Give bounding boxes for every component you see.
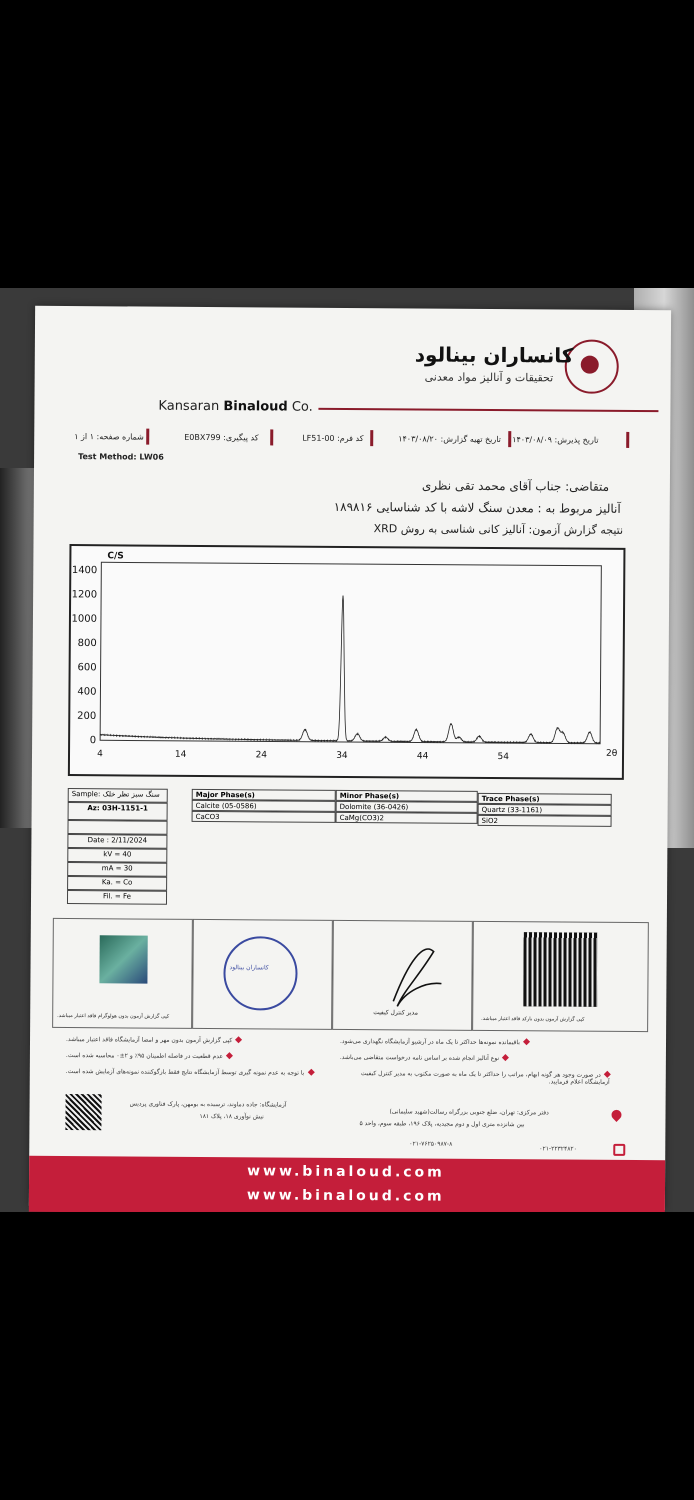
office-phone: ۰۲۱-۲۲۳۲۴۸۲۰ xyxy=(539,1145,577,1153)
brand-subtitle-fa: تحقیقات و آنالیز مواد معدنی xyxy=(424,370,554,385)
fil-cell: Fil. = Fe xyxy=(67,890,167,905)
page-number: شماره صفحه: ۱ از ۱ xyxy=(74,432,144,442)
signature-box xyxy=(332,920,473,1031)
x-axis-label: 2θ xyxy=(606,748,618,759)
test-method: Test Method: LW06 xyxy=(78,452,164,462)
minor-phase-header: Minor Phase(s) xyxy=(336,790,478,802)
brand-en-suffix: Co. xyxy=(287,399,313,415)
trace-phase-row1: Quartz (33-1161) xyxy=(478,804,612,816)
az-cell: Az: 03H-1151-1 xyxy=(68,802,168,821)
x-tick-label: 54 xyxy=(497,752,509,763)
note-text: نوع آنالیز انجام شده بر اساس نامه درخواست متقاضی می‌باشد. xyxy=(339,1053,500,1063)
xrd-chart xyxy=(68,544,626,780)
kv-cell: kV = 40 xyxy=(67,848,167,863)
ma-cell: mA = 30 xyxy=(67,862,167,877)
report-result: نتیجه گزارش آزمون: آنالیز کانی شناسی به روش XRD xyxy=(373,522,624,537)
footer-band xyxy=(29,1156,665,1212)
xrd-peak-point xyxy=(459,737,460,738)
stamp-seal-icon xyxy=(223,936,298,1011)
note-text: باقیمانده نمونه‌ها حداکثر تا یک ماه در آرشیو آزمایشگاه نگهداری می‌شود. xyxy=(339,1037,520,1047)
note-right-1 xyxy=(340,1038,529,1046)
brand-name-fa: کانساران بینالود xyxy=(414,342,574,368)
analysis-related: آنالیز مربوط به : معدن سنگ لاشه با کد شناسایی ۱۸۹۸۱۶ xyxy=(333,499,621,516)
office-address-2: بین شانزده متری اول و دوم مجیدیه، پلاک ۱۹۶، طبقه سوم، واحد ۵ xyxy=(359,1120,525,1129)
xrd-peak-point xyxy=(563,733,564,734)
xrd-peak-point xyxy=(305,730,306,731)
applicant: متقاضی: جناب آقای محمد تقی نظری xyxy=(421,478,610,494)
location-pin-icon xyxy=(609,1108,623,1122)
website-link-2[interactable]: www.binaloud.com xyxy=(246,1187,445,1205)
meta-separator xyxy=(270,429,273,445)
xrd-chart-svg xyxy=(70,546,624,778)
lab-address: آزمایشگاه: جاده دماوند، ترسیده به بومهن، پارک فناوری پردیس xyxy=(129,1100,287,1109)
receipt-date: تاریخ پذیرش: ۱۴۰۳/۰۸/۰۹ xyxy=(512,435,599,445)
report-document xyxy=(29,306,671,1210)
stamp-text: کانساران بینالود xyxy=(229,964,269,972)
qr-code-small-icon xyxy=(65,1094,101,1130)
qr-code-icon xyxy=(523,932,598,1007)
note-bullet-icon xyxy=(523,1038,530,1045)
x-tick-label: 34 xyxy=(336,750,348,761)
note-bullet-icon xyxy=(502,1054,509,1061)
x-tick-label: 4 xyxy=(97,749,103,760)
xrd-pattern-line xyxy=(100,594,601,744)
brand-name-en xyxy=(152,399,318,415)
sample-label-cell xyxy=(68,788,168,803)
website-link[interactable]: www.binaloud.com xyxy=(247,1163,445,1181)
xrd-peak-point xyxy=(479,736,480,737)
note-bullet-icon xyxy=(604,1071,611,1078)
note-bullet-icon xyxy=(307,1069,314,1076)
ka-cell: Ka. = Co xyxy=(67,876,167,891)
report-date: تاریخ تهیه گزارش: ۱۴۰۳/۰۸/۲۰ xyxy=(398,434,501,445)
stamp-box xyxy=(192,919,333,1030)
y-tick-label: 800 xyxy=(77,637,97,650)
brand-en-bold: Binaloud xyxy=(223,399,288,415)
office-address: دفتر مرکزی: تهران، ضلع جنوبی بزرگراه رسالت(شهید سلیمانی) xyxy=(389,1108,549,1117)
y-tick-label: 1000 xyxy=(71,613,98,625)
meta-separator xyxy=(146,429,149,445)
meta-separator xyxy=(508,431,511,447)
note-left-3 xyxy=(66,1068,314,1077)
y-tick-label: 1200 xyxy=(71,589,98,601)
xrd-peak-point xyxy=(357,734,358,735)
x-tick-label: 14 xyxy=(174,749,187,760)
x-tick-label: 44 xyxy=(416,751,429,762)
phone-icon xyxy=(613,1144,625,1156)
xrd-peak-point xyxy=(557,728,558,729)
sample-label: Sample: xyxy=(71,790,101,799)
note-bullet-icon xyxy=(235,1036,242,1043)
hologram-icon xyxy=(99,935,147,983)
major-phase-header: Major Phase(s) xyxy=(192,789,336,801)
y-tick-label: 1400 xyxy=(71,565,98,577)
xrd-peak-point xyxy=(385,737,386,738)
note-left-2 xyxy=(66,1052,232,1060)
xrd-peak-point xyxy=(416,730,417,731)
y-tick-label: 0 xyxy=(89,735,97,747)
qc-manager-label: مدیر کنترل کیفیت xyxy=(373,1009,418,1017)
note-right-3 xyxy=(340,1070,610,1086)
tracking-code: کد پیگیری: E0BX799 xyxy=(184,432,259,443)
y-axis-label: C/S xyxy=(107,551,124,562)
empty-cell xyxy=(67,820,167,835)
note-right-2 xyxy=(340,1054,508,1062)
trace-phase-row2: SiO2 xyxy=(478,815,612,827)
hologram-caption: کپی گزارش آزمون بدون هولوگرام فاقد اعتبار میباشد. xyxy=(57,1012,170,1020)
minor-phase-row2: CaMg(CO3)2 xyxy=(336,812,478,824)
meta-separator xyxy=(626,432,629,448)
photo-background xyxy=(0,288,694,1212)
lab-phone: ۰۲۱-۷۶۲۵۰۹۸۷-۸ xyxy=(409,1140,453,1148)
lab-address-2: نیش نوآوری ۱۸، پلاک ۱۸۱ xyxy=(199,1112,264,1121)
xrd-peak-point xyxy=(343,596,344,597)
meta-separator xyxy=(370,430,373,446)
xrd-peak-point xyxy=(451,724,452,725)
date-cell: Date : 2/11/2024 xyxy=(67,834,167,849)
xrd-peak-point xyxy=(530,734,531,735)
y-tick-label: 200 xyxy=(77,710,97,722)
plot-frame xyxy=(100,562,601,743)
trace-phase-header: Trace Phase(s) xyxy=(478,793,612,805)
note-left-1 xyxy=(66,1036,241,1044)
sample-value: سنگ سبز تظر خلک xyxy=(102,790,160,799)
form-code: کد فرم: LF51-00 xyxy=(302,433,364,444)
note-text: با توجه به عدم نمونه گیری توسط آزمایشگاه نتایج فقط بازگوکننده نمونه‌های آزمایش شده است. xyxy=(65,1068,305,1077)
y-tick-label: 400 xyxy=(77,686,97,698)
barcode-box xyxy=(472,921,649,1032)
note-text: کپی گزارش آزمون بدون مهر و امضا آزمایشگاه فاقد اعتبار میباشد. xyxy=(66,1036,233,1045)
hologram-box xyxy=(52,918,193,1029)
note-bullet-icon xyxy=(226,1052,233,1059)
xrd-peak-point xyxy=(589,732,590,733)
note-text: عدم قطعیت در فاصله اطمینان ۹۵٪ و ۲±۰ محاسبه شده است. xyxy=(65,1052,224,1061)
note-text: در صورت وجود هر گونه ابهام، مراتب را حداکثر تا یک ماه به صورت مکتوب به مدیر کنترل کیفیت آزمایشگاه اعلام فرمایید. xyxy=(360,1070,610,1086)
barcode-caption: کپی گزارش آزمون بدون بارکد فاقد اعتبار میباشد. xyxy=(481,1015,585,1023)
x-tick-label: 24 xyxy=(255,750,268,761)
minor-phase-row1: Dolomite (36-0426) xyxy=(336,801,478,813)
y-tick-label: 600 xyxy=(77,662,97,674)
brand-en-prefix: Kansaran xyxy=(158,398,224,415)
major-phase-row2: CaCO3 xyxy=(192,811,336,823)
major-phase-row1: Calcite (05-0586) xyxy=(192,800,336,812)
